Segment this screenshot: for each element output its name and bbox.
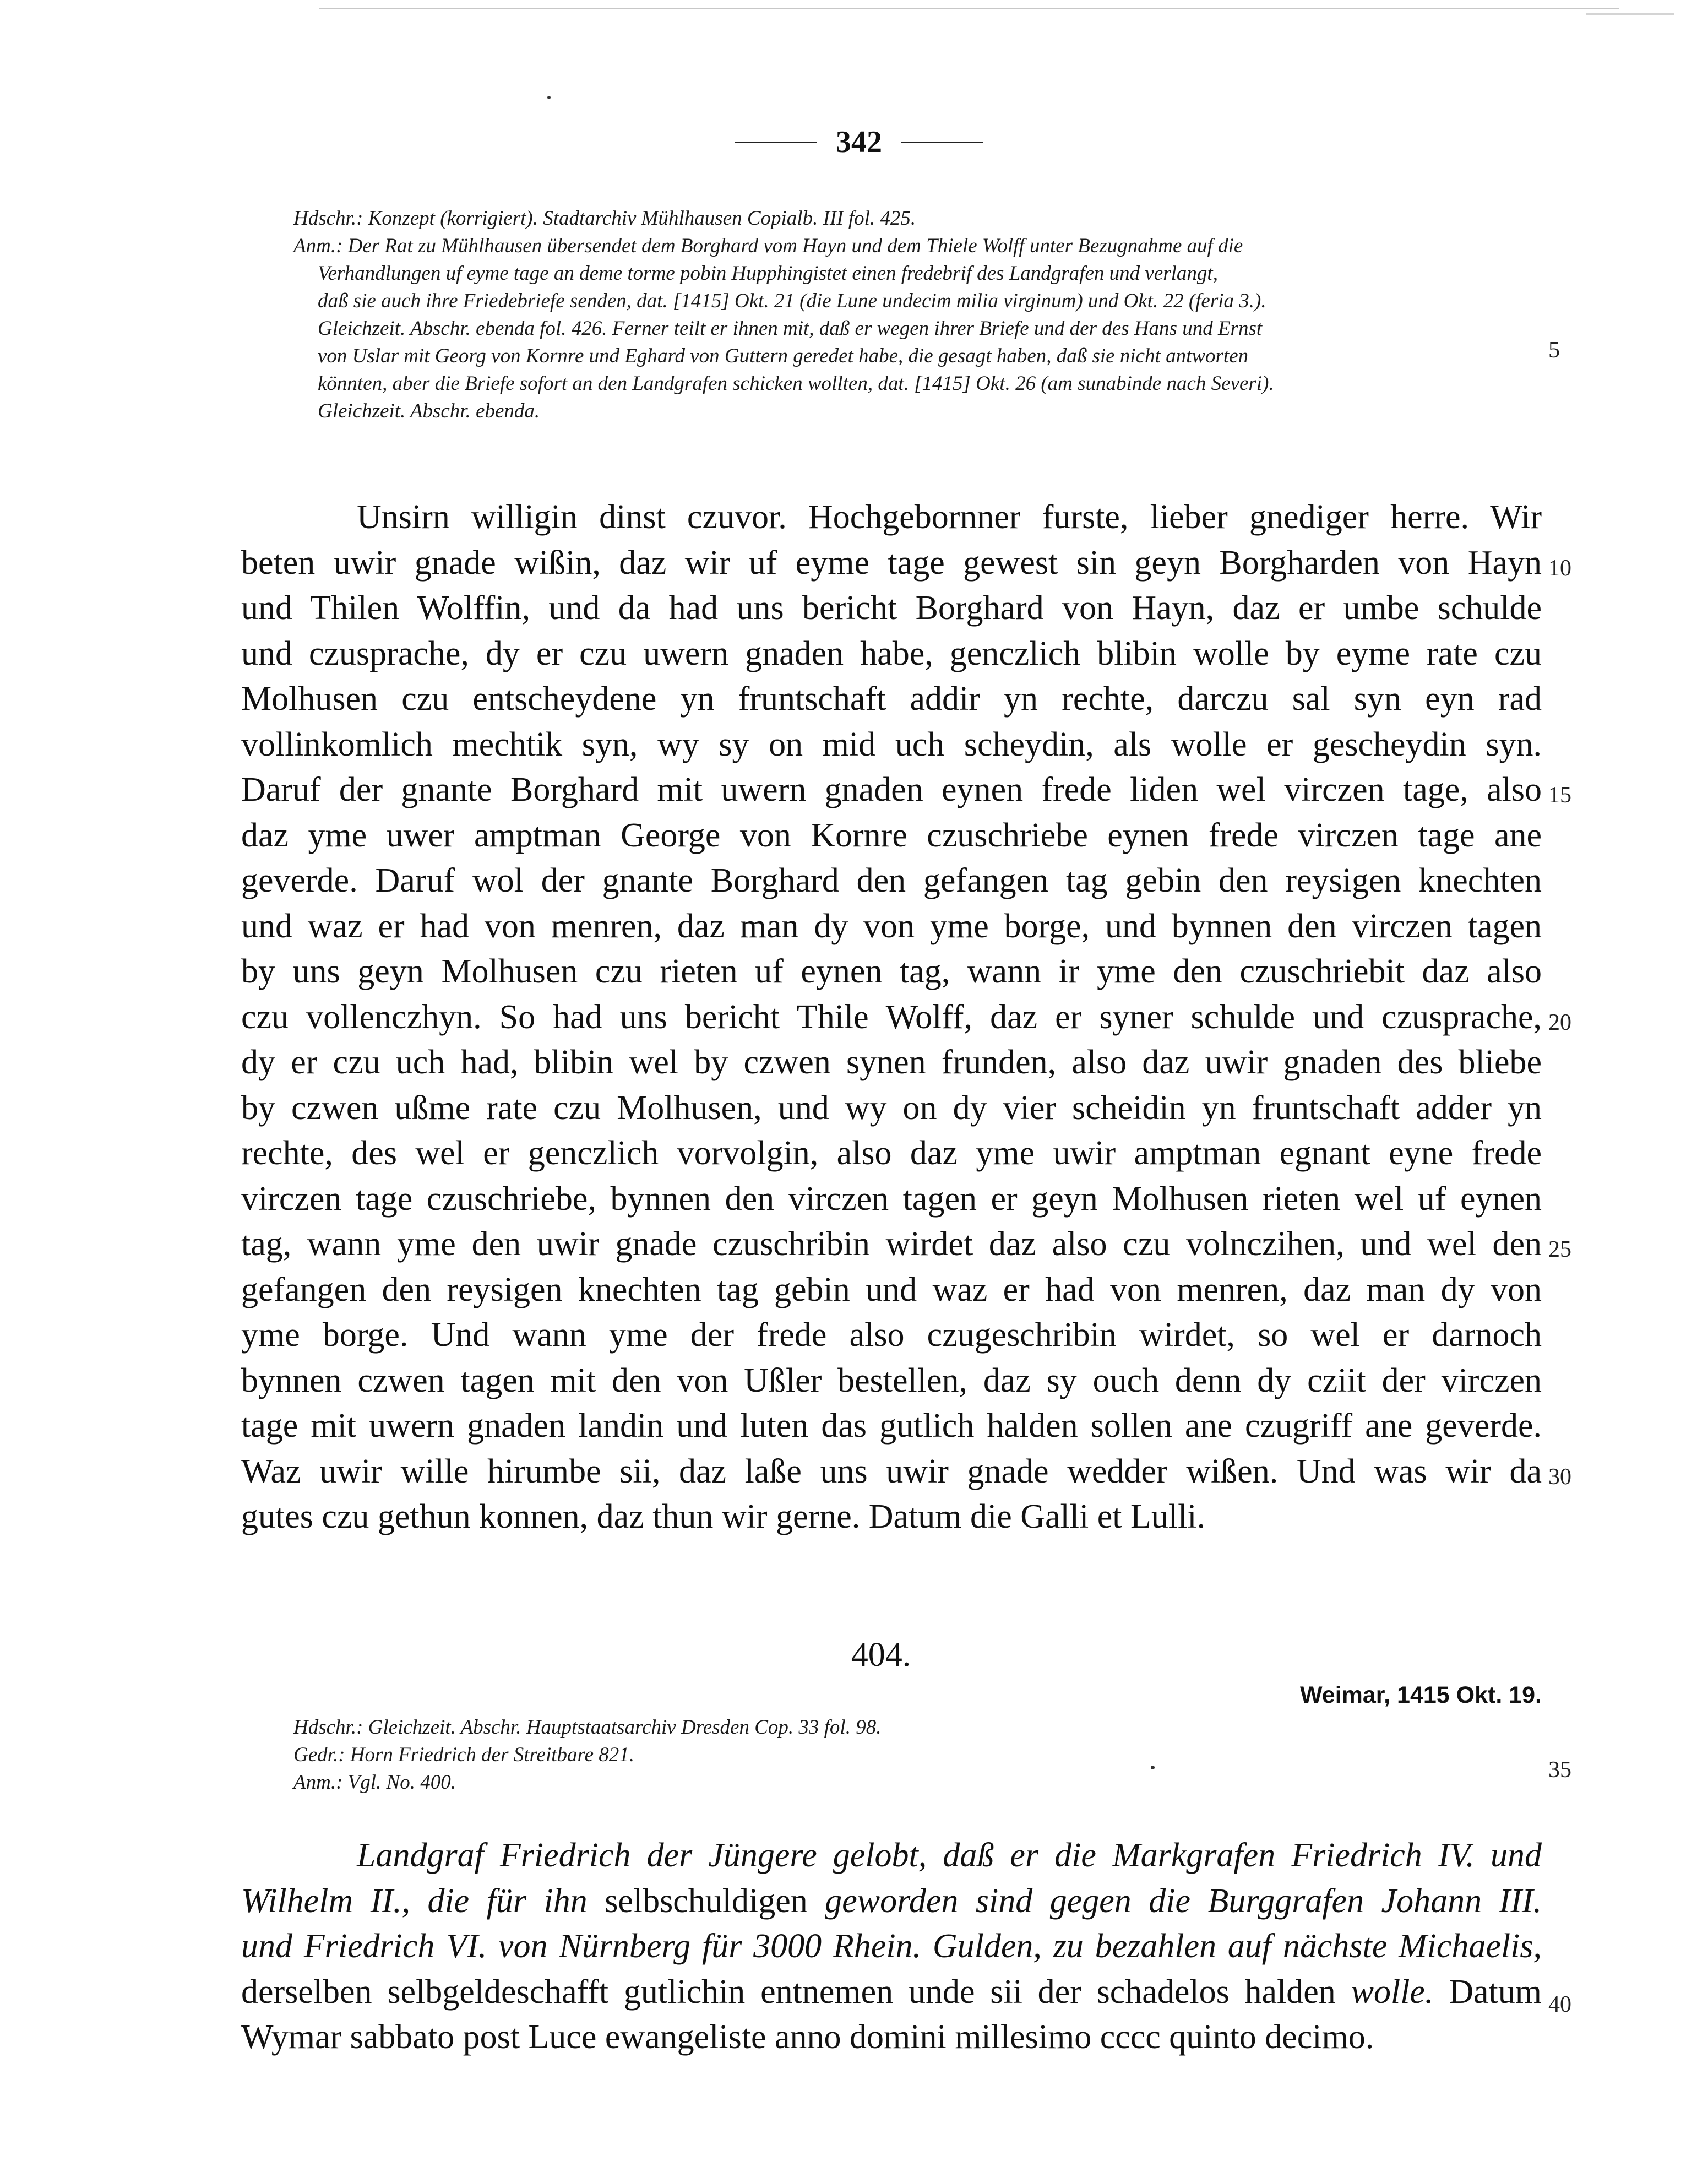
text-line: geverde. Daruf wol der gnante Borghard den gefangen tag gebin den reysigen knechten: [241, 862, 1542, 899]
text-line: Daruf der gnante Borghard mit uwern gnaden eynen frede liden wel virczen tage, also: [241, 771, 1542, 808]
text-line: Unsirn willigin dinst czuvor. Hochgebornner furste, lieber gnediger herre. Wir: [357, 498, 1542, 536]
scan-speck: [547, 96, 551, 99]
text-line: beten uwir gnade wißin, daz wir uf eyme tage gewest sin geyn Borgharden von Hayn: [241, 544, 1542, 582]
regest-line: [241, 1878, 1542, 1924]
apparatus-line: Gedr.: Horn Friedrich der Streitbare 821.: [293, 1744, 634, 1766]
regest-line: [241, 1969, 1542, 2015]
line-number: 40: [1548, 1992, 1571, 2017]
apparatus-line: Hdschr.: Gleichzeit. Abschr. Hauptstaatsarchiv Dresden Cop. 33 fol. 98.: [293, 1716, 882, 1739]
document-number: 404.: [851, 1636, 911, 1674]
text-line: Waz uwir wille hirumbe sii, daz laße uns uwir gnade wedder wißen. Und was wir da: [241, 1452, 1542, 1490]
apparatus-line: Anm.: Der Rat zu Mühlhausen übersendet dem Borghard vom Hayn und dem Thiele Wolff unter Bezugnahme auf die: [293, 235, 1243, 257]
line-number: 10: [1548, 556, 1571, 581]
regest-fragment: Datum: [1433, 1973, 1542, 2011]
text-line: daz yme uwer amptman George von Kornre czuschriebe eynen frede virczen tage ane: [241, 816, 1542, 854]
apparatus-line: Verhandlungen uf eyme tage an deme torme pobin Hupphingistet einen fredebrif des Landgrafen und verlangt,: [318, 262, 1218, 285]
regest-fragment: selbschuldigen: [605, 1882, 808, 1920]
page-number: [705, 124, 1013, 160]
line-number: 5: [1548, 338, 1560, 363]
regest-fragment: derselben selbgeldeschafft gutlichin entnemen unde sii der schadelos halden: [241, 1973, 1351, 2011]
apparatus-line: daß sie auch ihre Friedebriefe senden, dat. [1415] Okt. 21 (die Lune undecim milia virginum) und Okt. 22 (feria 3.).: [318, 290, 1266, 312]
regest-line: Wymar sabbato post Luce ewangeliste anno domini millesimo cccc quinto decimo.: [241, 2018, 1374, 2056]
apparatus-line: Anm.: Vgl. No. 400.: [293, 1771, 456, 1794]
regest-text: [241, 1833, 1542, 2060]
scan-speck: [1151, 1766, 1155, 1769]
text-line: gefangen den reysigen knechten tag gebin und waz er had von menren, daz man dy von: [241, 1270, 1542, 1308]
text-line: rechte, des wel er genczlich vorvolgin, also daz yme uwir amptman egnant eyne frede: [241, 1134, 1542, 1172]
text-line: virczen tage czuschriebe, bynnen den virczen tagen er geyn Molhusen rieten wel uf eynen: [241, 1180, 1542, 1218]
text-line: und czusprache, dy er czu uwern gnaden habe, genczlich blibin wolle by eyme rate czu: [241, 634, 1542, 672]
regest-line: Landgraf Friedrich der Jüngere gelobt, daß er die Markgrafen Friedrich IV. und: [357, 1837, 1542, 1874]
text-line: by uns geyn Molhusen czu rieten uf eynen tag, wann ir yme den czuschriebit daz also: [241, 953, 1542, 990]
apparatus-line: Gleichzeit. Abschr. ebenda fol. 426. Ferner teilt er ihnen mit, daß er wegen ihrer Briefe und der des Hans und Ernst: [318, 317, 1263, 340]
apparatus-line: Gleichzeit. Abschr. ebenda.: [318, 400, 540, 422]
text-line: und Thilen Wolffin, und da had uns bericht Borghard von Hayn, daz er umbe schulde: [241, 589, 1542, 627]
scan-edge-line: [319, 8, 1619, 9]
letter-text: [241, 495, 1542, 1540]
text-line: Molhusen czu entscheydene yn fruntschaft addir yn rechte, darczu sal syn eyn rad: [241, 680, 1542, 718]
place-date: Weimar, 1415 Okt. 19.: [1299, 1682, 1542, 1708]
line-number: 15: [1548, 783, 1571, 808]
apparatus-line: könnten, aber die Briefe sofort an den Landgrafen schicken wollten, dat. [1415] Okt. 26 (am sunabinde nach Severi).: [318, 372, 1274, 395]
line-number: 20: [1548, 1010, 1571, 1035]
text-line: bynnen czwen tagen mit den von Ußler bestellen, daz sy ouch denn dy cziit der virczen: [241, 1361, 1542, 1399]
scan-edge-line: [1586, 13, 1674, 15]
page-number-text: 342: [836, 125, 882, 159]
text-line: yme borge. Und wann yme der frede also czugeschribin wirdet, so wel er darnoch: [241, 1316, 1542, 1354]
apparatus-line: von Uslar mit Georg von Kornre und Eghard von Guttern geredet habe, die gesagt haben, daß sie nicht antworten: [318, 345, 1249, 367]
regest-line: und Friedrich VI. von Nürnberg für 3000 Rhein. Gulden, zu bezahlen auf nächste Michaelis,: [241, 1927, 1542, 1965]
page-number-dash: [901, 142, 983, 143]
text-line: dy er czu uch had, blibin wel by czwen synen frunden, also daz uwir gnaden des bliebe: [241, 1044, 1542, 1081]
text-line: gutes czu gethun konnen, daz thun wir gerne. Datum die Galli et Lulli.: [241, 1498, 1206, 1535]
apparatus-notes-404: [293, 1714, 881, 1796]
regest-fragment: geworden sind gegen die Burggrafen Johann III.: [807, 1882, 1542, 1920]
regest-fragment: Wilhelm II., die für ihn: [241, 1882, 605, 1920]
text-line: und waz er had von menren, daz man dy von yme borge, und bynnen den virczen tagen: [241, 907, 1542, 945]
line-number: 30: [1548, 1464, 1571, 1490]
regest-fragment: wolle.: [1351, 1973, 1434, 2011]
line-number: 35: [1548, 1757, 1571, 1783]
page-number-dash: [735, 142, 817, 143]
text-line: tage mit uwern gnaden landin und luten das gutlich halden sollen ane czugriff ane geverde.: [241, 1407, 1542, 1445]
apparatus-notes: [293, 205, 1274, 425]
text-line: by czwen ußme rate czu Molhusen, und wy on dy vier scheidin yn fruntschaft adder yn: [241, 1089, 1542, 1127]
text-line: czu vollenczhyn. So had uns bericht Thile Wolff, daz er syner schulde und czusprache,: [241, 998, 1542, 1036]
line-number: 25: [1548, 1237, 1571, 1262]
apparatus-line: Hdschr.: Konzept (korrigiert). Stadtarchiv Mühlhausen Copialb. III fol. 425.: [293, 207, 916, 230]
text-line: vollinkomlich mechtik syn, wy sy on mid uch scheydin, als wolle er gescheydin syn.: [241, 725, 1542, 763]
text-line: tag, wann yme den uwir gnade czuschribin wirdet daz also czu volnczihen, und wel den: [241, 1225, 1542, 1263]
